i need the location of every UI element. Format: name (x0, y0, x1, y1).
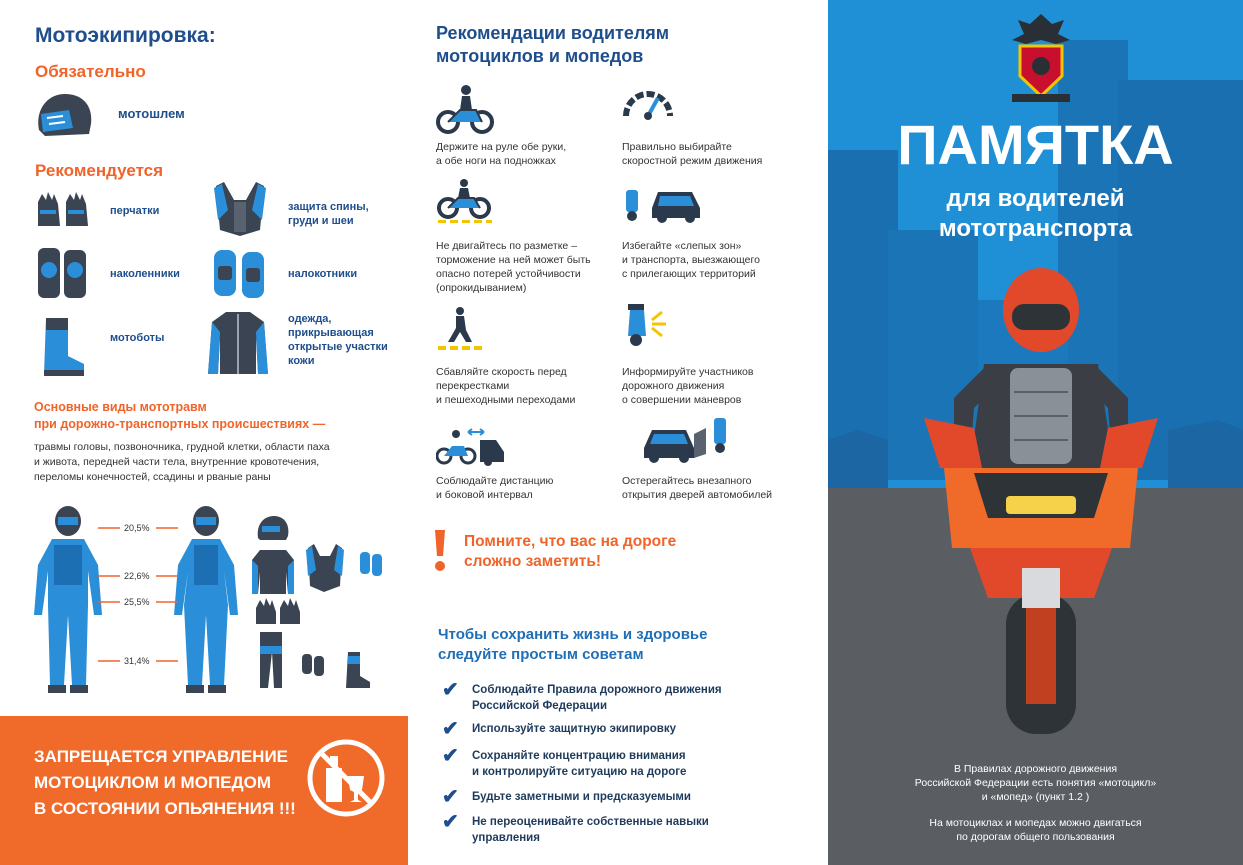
cover-note-line-4: На мотоциклах и мопедах можно двигаться (929, 817, 1142, 829)
tip-1 (472, 682, 722, 714)
exclamation-icon (432, 528, 448, 572)
signal-scooter-icon (622, 302, 672, 348)
cover-note (828, 762, 1243, 804)
motorcycle-rider-illustration (914, 268, 1164, 740)
advice-1-line-2: а обе ноги на подножках (436, 155, 556, 167)
car-door-icon (640, 414, 732, 464)
tips-title-1: Чтобы сохранить жизнь и здоровье (438, 626, 708, 643)
knee-pads-icon (34, 246, 90, 302)
check-icon: ✔ (442, 811, 459, 833)
recommendations-panel (408, 0, 828, 865)
advice-6 (622, 365, 753, 407)
boots-label: мотоботы (110, 332, 165, 344)
advice-6-line-2: дорожного движения (622, 380, 725, 392)
advice-7 (436, 474, 553, 502)
elbow-pads-label: налокотники (288, 268, 358, 280)
tip-1-line-2: Российской Федерации (472, 700, 608, 712)
distance-icon (436, 426, 506, 466)
warning-line-3: В СОСТОЯНИИ ОПЬЯНЕНИЯ !!! (34, 799, 296, 818)
cover-note-line-2: Российской Федерации есть понятия «мотоцикл» (914, 777, 1157, 789)
recommendations-title-2: мотоциклов и мопедов (436, 46, 644, 66)
warning-text (34, 744, 296, 822)
cover-note-line-3: и «мопед» (пункт 1.2 ) (981, 791, 1090, 803)
percent-legs: 31,4% (124, 656, 150, 666)
advice-3-line-2: торможение на ней может быть (436, 254, 591, 266)
advice-3-line-3: опасно потерей устойчивости (436, 268, 581, 280)
tip-5 (472, 814, 709, 846)
advice-8 (622, 474, 772, 502)
injury-arrows (92, 520, 182, 670)
warning-banner (0, 716, 408, 865)
tip-5-line-1: Не переоценивайте собственные навыки (472, 816, 709, 828)
advice-8-line-2: открытия дверей автомобилей (622, 489, 773, 501)
check-icon: ✔ (442, 718, 459, 740)
cover-subtitle-2: мототранспорта (938, 215, 1133, 242)
tip-3 (472, 748, 686, 780)
advice-1 (436, 140, 566, 168)
advice-3 (436, 239, 591, 295)
cover-note-line-1: В Правилах дорожного движения (953, 763, 1118, 775)
elbow-pads-icon (210, 248, 268, 302)
tip-3-line-2: и контролируйте ситуацию на дороге (472, 766, 687, 778)
percent-head: 20,5% (124, 523, 150, 533)
advice-6-line-1: Информируйте участников (622, 366, 754, 378)
clothing-label: одежда, прикрывающая открытые участки кожи (288, 313, 388, 367)
speedometer-icon (622, 84, 674, 120)
tip-4-line-1: Будьте заметными и предсказуемыми (472, 791, 691, 803)
cover-subtitle-1: для водителей (946, 185, 1125, 212)
cover-note-2 (828, 816, 1243, 844)
tips-title (438, 625, 708, 665)
warning-line-1: ЗАПРЕЩАЕТСЯ УПРАВЛЕНИЕ (34, 747, 289, 766)
advice-5-line-3: и пешеходными переходами (436, 394, 576, 406)
rider-on-marking-icon (436, 178, 494, 224)
advice-7-line-2: и боковой интервал (436, 489, 533, 501)
tip-1-line-1: Соблюдайте Правила дорожного движения (472, 684, 722, 696)
advice-5-line-2: перекрестками (436, 380, 510, 392)
gloves-icon (34, 190, 92, 228)
advice-2-line-1: Правильно выбирайте (622, 141, 732, 153)
check-icon: ✔ (442, 745, 459, 767)
injuries-text-3: переломы конечностей, ссадины и рваные раны (34, 471, 271, 483)
advice-4 (622, 239, 760, 281)
percent-torso: 22,6% (124, 571, 150, 581)
tip-3-line-1: Сохраняйте концентрацию внимания (472, 750, 686, 762)
injuries-heading-1: Основные виды мототравм (34, 400, 207, 414)
tip-2-line-1: Используйте защитную экипировку (472, 723, 677, 735)
advice-4-line-2: и транспорта, выезжающего (622, 254, 760, 266)
warning-line-2: МОТОЦИКЛОМ И МОПЕДОМ (34, 773, 271, 792)
remember-text (464, 532, 676, 572)
tip-4 (472, 789, 691, 805)
helmet-label: мотошлем (118, 106, 185, 121)
recommended-heading: Рекомендуется (35, 161, 164, 180)
check-icon: ✔ (442, 786, 459, 808)
pedestrian-crossing-icon (436, 306, 484, 352)
no-alcohol-icon (304, 736, 388, 820)
equipment-title: Мотоэкипировка: (35, 24, 216, 47)
helmet-icon (33, 90, 95, 140)
motorcycle-rider-icon (436, 84, 494, 134)
recommendations-title (436, 22, 669, 68)
injuries-text-1: травмы головы, позвоночника, грудной клетки, области паха (34, 441, 330, 453)
cover-title: ПАМЯТКА (897, 113, 1174, 176)
check-icon: ✔ (442, 679, 459, 701)
advice-2-line-2: скоростной режим движения (622, 155, 763, 167)
tip-2 (472, 721, 676, 737)
advice-8-line-1: Остерегайтесь внезапного (622, 475, 752, 487)
gloves-label: перчатки (110, 205, 160, 217)
tips-title-2: следуйте простым советам (438, 646, 644, 663)
boots-icon (38, 316, 88, 378)
cover-subtitle (828, 184, 1243, 244)
back-protector-label: защита спины, груди и шеи (288, 201, 369, 227)
advice-5 (436, 365, 575, 407)
gear-set-icon (248, 512, 388, 692)
cover-panel (828, 0, 1243, 865)
police-emblem-icon (1006, 10, 1076, 106)
back-protector-icon (210, 180, 270, 238)
advice-3-line-1: Не двигайтесь по разметке – (436, 240, 578, 252)
advice-4-line-3: с прилегающих территорий (622, 268, 756, 280)
injuries-heading-2: при дорожно-транспортных происшествиях — (34, 417, 326, 431)
tip-5-line-2: управления (472, 832, 540, 844)
knee-pads-label: наколенники (110, 268, 180, 280)
advice-6-line-3: о совершении маневров (622, 394, 742, 406)
blind-spot-icon (622, 184, 706, 224)
required-heading: Обязательно (35, 62, 146, 81)
remember-line-2: сложно заметить! (464, 553, 602, 570)
injuries-text-2: и живота, передней части тела, внутренние кровотечения, (34, 456, 320, 468)
equipment-panel (0, 0, 408, 865)
remember-line-1: Помните, что вас на дороге (464, 533, 677, 550)
advice-2 (622, 140, 762, 168)
advice-1-line-1: Держите на руле обе руки, (436, 141, 567, 153)
percent-pelvis: 25,5% (124, 597, 150, 607)
advice-7-line-1: Соблюдайте дистанцию (436, 475, 554, 487)
recommendations-title-1: Рекомендации водителям (436, 23, 670, 43)
advice-5-line-1: Сбавляйте скорость перед (436, 366, 567, 378)
jacket-icon (206, 308, 270, 378)
cover-note-line-5: по дорогам общего пользования (956, 831, 1115, 843)
advice-3-line-4: (опрокидыванием) (436, 282, 527, 294)
advice-4-line-1: Избегайте «слепых зон» (622, 240, 742, 252)
